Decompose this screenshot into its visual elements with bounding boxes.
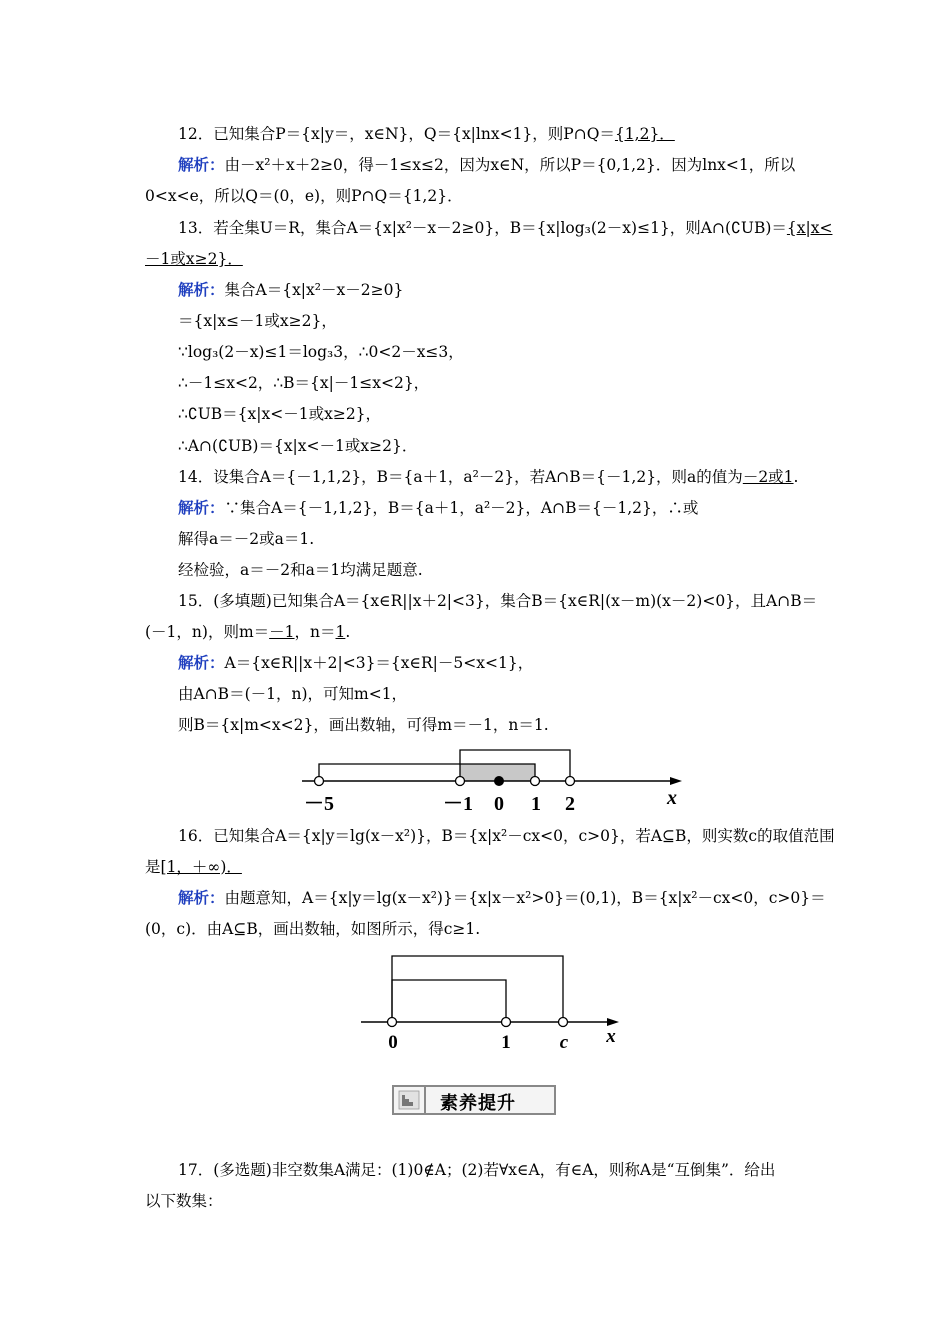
q14-solution-line: 经检验，a＝－2和a＝1均满足题意.: [178, 561, 423, 579]
q17-stem: 17．(多选题)非空数集A满足：(1)0∉A；(2)若∀x∈A，有∈A，则称A是“互倒集”．给出: [178, 1161, 776, 1179]
q13-solution-line: ∴－1≤x<2，∴B＝{x|－1≤x<2}，: [178, 374, 430, 392]
solution-label: 解析：: [178, 498, 225, 517]
q13-solution-line: ∴∁UB＝{x|x<－1或x≥2}，: [178, 405, 382, 423]
tick-label: 0: [388, 1032, 398, 1053]
q15-stem-cont: (－1，n)，则m＝－1，n＝1.: [145, 623, 351, 641]
open-point: [566, 777, 575, 786]
q13-stem: 13．若全集U＝R，集合A＝{x|x²－x－2≥0}，B＝{x|log₃(2－x)≤1}，则A∩(∁UB)＝{x|x<: [178, 219, 833, 237]
tick-label: 0: [494, 793, 504, 815]
q13-solution-line: ∴A∩(∁UB)＝{x|x<－1或x≥2}．: [178, 437, 418, 455]
tick-label: 1: [531, 793, 541, 815]
q13-solution-line: 解析：集合A＝{x|x²－x－2≥0}: [178, 280, 404, 299]
q16-answer: [1，＋∞)．: [160, 858, 242, 876]
q13-solution-line: ＝{x|x≤－1或x≥2}，: [178, 312, 337, 330]
open-point: [315, 777, 324, 786]
section-banner: [392, 1085, 556, 1115]
q15-solution-line: 则B＝{x|m<x<2}，画出数轴，可得m＝－1，n＝1.: [178, 716, 549, 734]
section-title: 素养提升: [440, 1093, 516, 1114]
q13-solution-line: ∵log₃(2－x)≤1＝log₃3，∴0<2－x≤3，: [178, 343, 464, 361]
tick-label: c: [559, 1032, 569, 1053]
staircase-icon: [398, 1090, 420, 1110]
solution-label: 解析：: [178, 653, 225, 672]
q12-answer: {1,2}．: [614, 125, 675, 143]
q14-stem: 14．设集合A＝{－1,1,2}，B＝{a＋1，a²－2}，若A∩B＝{－1,2}，则a的值为－2或1.: [178, 468, 799, 486]
axis-label: x: [606, 1026, 616, 1047]
tick-label: －5: [304, 793, 334, 815]
q13-answer-cont: －1或x≥2}．: [145, 250, 243, 268]
q12-solution-line: 0<x<e，所以Q＝(0，e)，则P∩Q＝{1,2}．: [145, 187, 463, 205]
q15-solution-line: 解析：A＝{x∈R||x＋2|<3}＝{x∈R|－5<x<1}，: [178, 653, 534, 672]
solution-label: 解析：: [178, 280, 225, 299]
interval-B-bracket: [392, 956, 563, 1022]
q12-solution-line: 解析：由－x²＋x＋2≥0，得－1≤x≤2，因为x∈N，所以P＝{0,1,2}．因为lnx<1，所以: [178, 155, 796, 174]
q15-solution-line: 由A∩B＝(－1，n)，可知m<1，: [178, 685, 408, 703]
q14-answer: －2或1: [742, 468, 794, 486]
q14-solution-line: 解得a＝－2或a＝1.: [178, 530, 315, 548]
q14-solution-line: 解析：∵集合A＝{－1,1,2}，B＝{a＋1，a²－2}，A∩B＝{－1,2}，∴或: [178, 498, 699, 517]
tick-label: －1: [443, 793, 473, 815]
origin-point: [494, 776, 504, 786]
q15-stem: 15．(多填题)已知集合A＝{x∈R||x＋2|<3}，集合B＝{x∈R|(x－m)(x－2)<0}，且A∩B＝: [178, 592, 818, 610]
axis-label: x: [667, 787, 677, 809]
q15-number-line-figure: [290, 744, 690, 816]
interval-A-bracket: [392, 980, 506, 1022]
q16-solution-line: (0，c)．由A⊆B，画出数轴，如图所示，得c≥1.: [145, 920, 481, 938]
tick-label: 1: [501, 1032, 511, 1053]
solution-label: 解析：: [178, 155, 225, 174]
q16-number-line-figure: [355, 950, 635, 1054]
open-point: [502, 1018, 511, 1027]
banner-divider: [424, 1087, 426, 1113]
q15-answer-m: －1: [269, 623, 295, 641]
open-point: [388, 1018, 397, 1027]
axis-arrow-icon: [607, 1018, 619, 1026]
q13-answer: {x|x<: [786, 219, 833, 237]
q16-solution-line: 解析：由题意知，A＝{x|y＝lg(x－x²)}＝{x|x－x²>0}＝(0,1)，B＝{x|x²－cx<0，c>0}＝: [178, 888, 826, 907]
open-point: [531, 777, 540, 786]
open-point: [559, 1018, 568, 1027]
open-point: [456, 777, 465, 786]
q16-stem-cont: 是[1，＋∞)．: [145, 858, 242, 876]
tick-label: 2: [565, 793, 575, 815]
axis-arrow-icon: [670, 777, 682, 785]
q15-answer-n: 1: [335, 623, 346, 641]
q17-stem-cont: 以下数集：: [145, 1192, 223, 1210]
solution-label: 解析：: [178, 888, 225, 907]
q16-stem: 16．已知集合A＝{x|y＝lg(x－x²)}，B＝{x|x²－cx<0，c>0}，若A⊆B，则实数c的取值范围: [178, 827, 835, 845]
q12-stem: 12．已知集合P＝{x|y＝，x∈N}，Q＝{x|lnx<1}，则P∩Q＝{1,2}．: [178, 125, 675, 143]
